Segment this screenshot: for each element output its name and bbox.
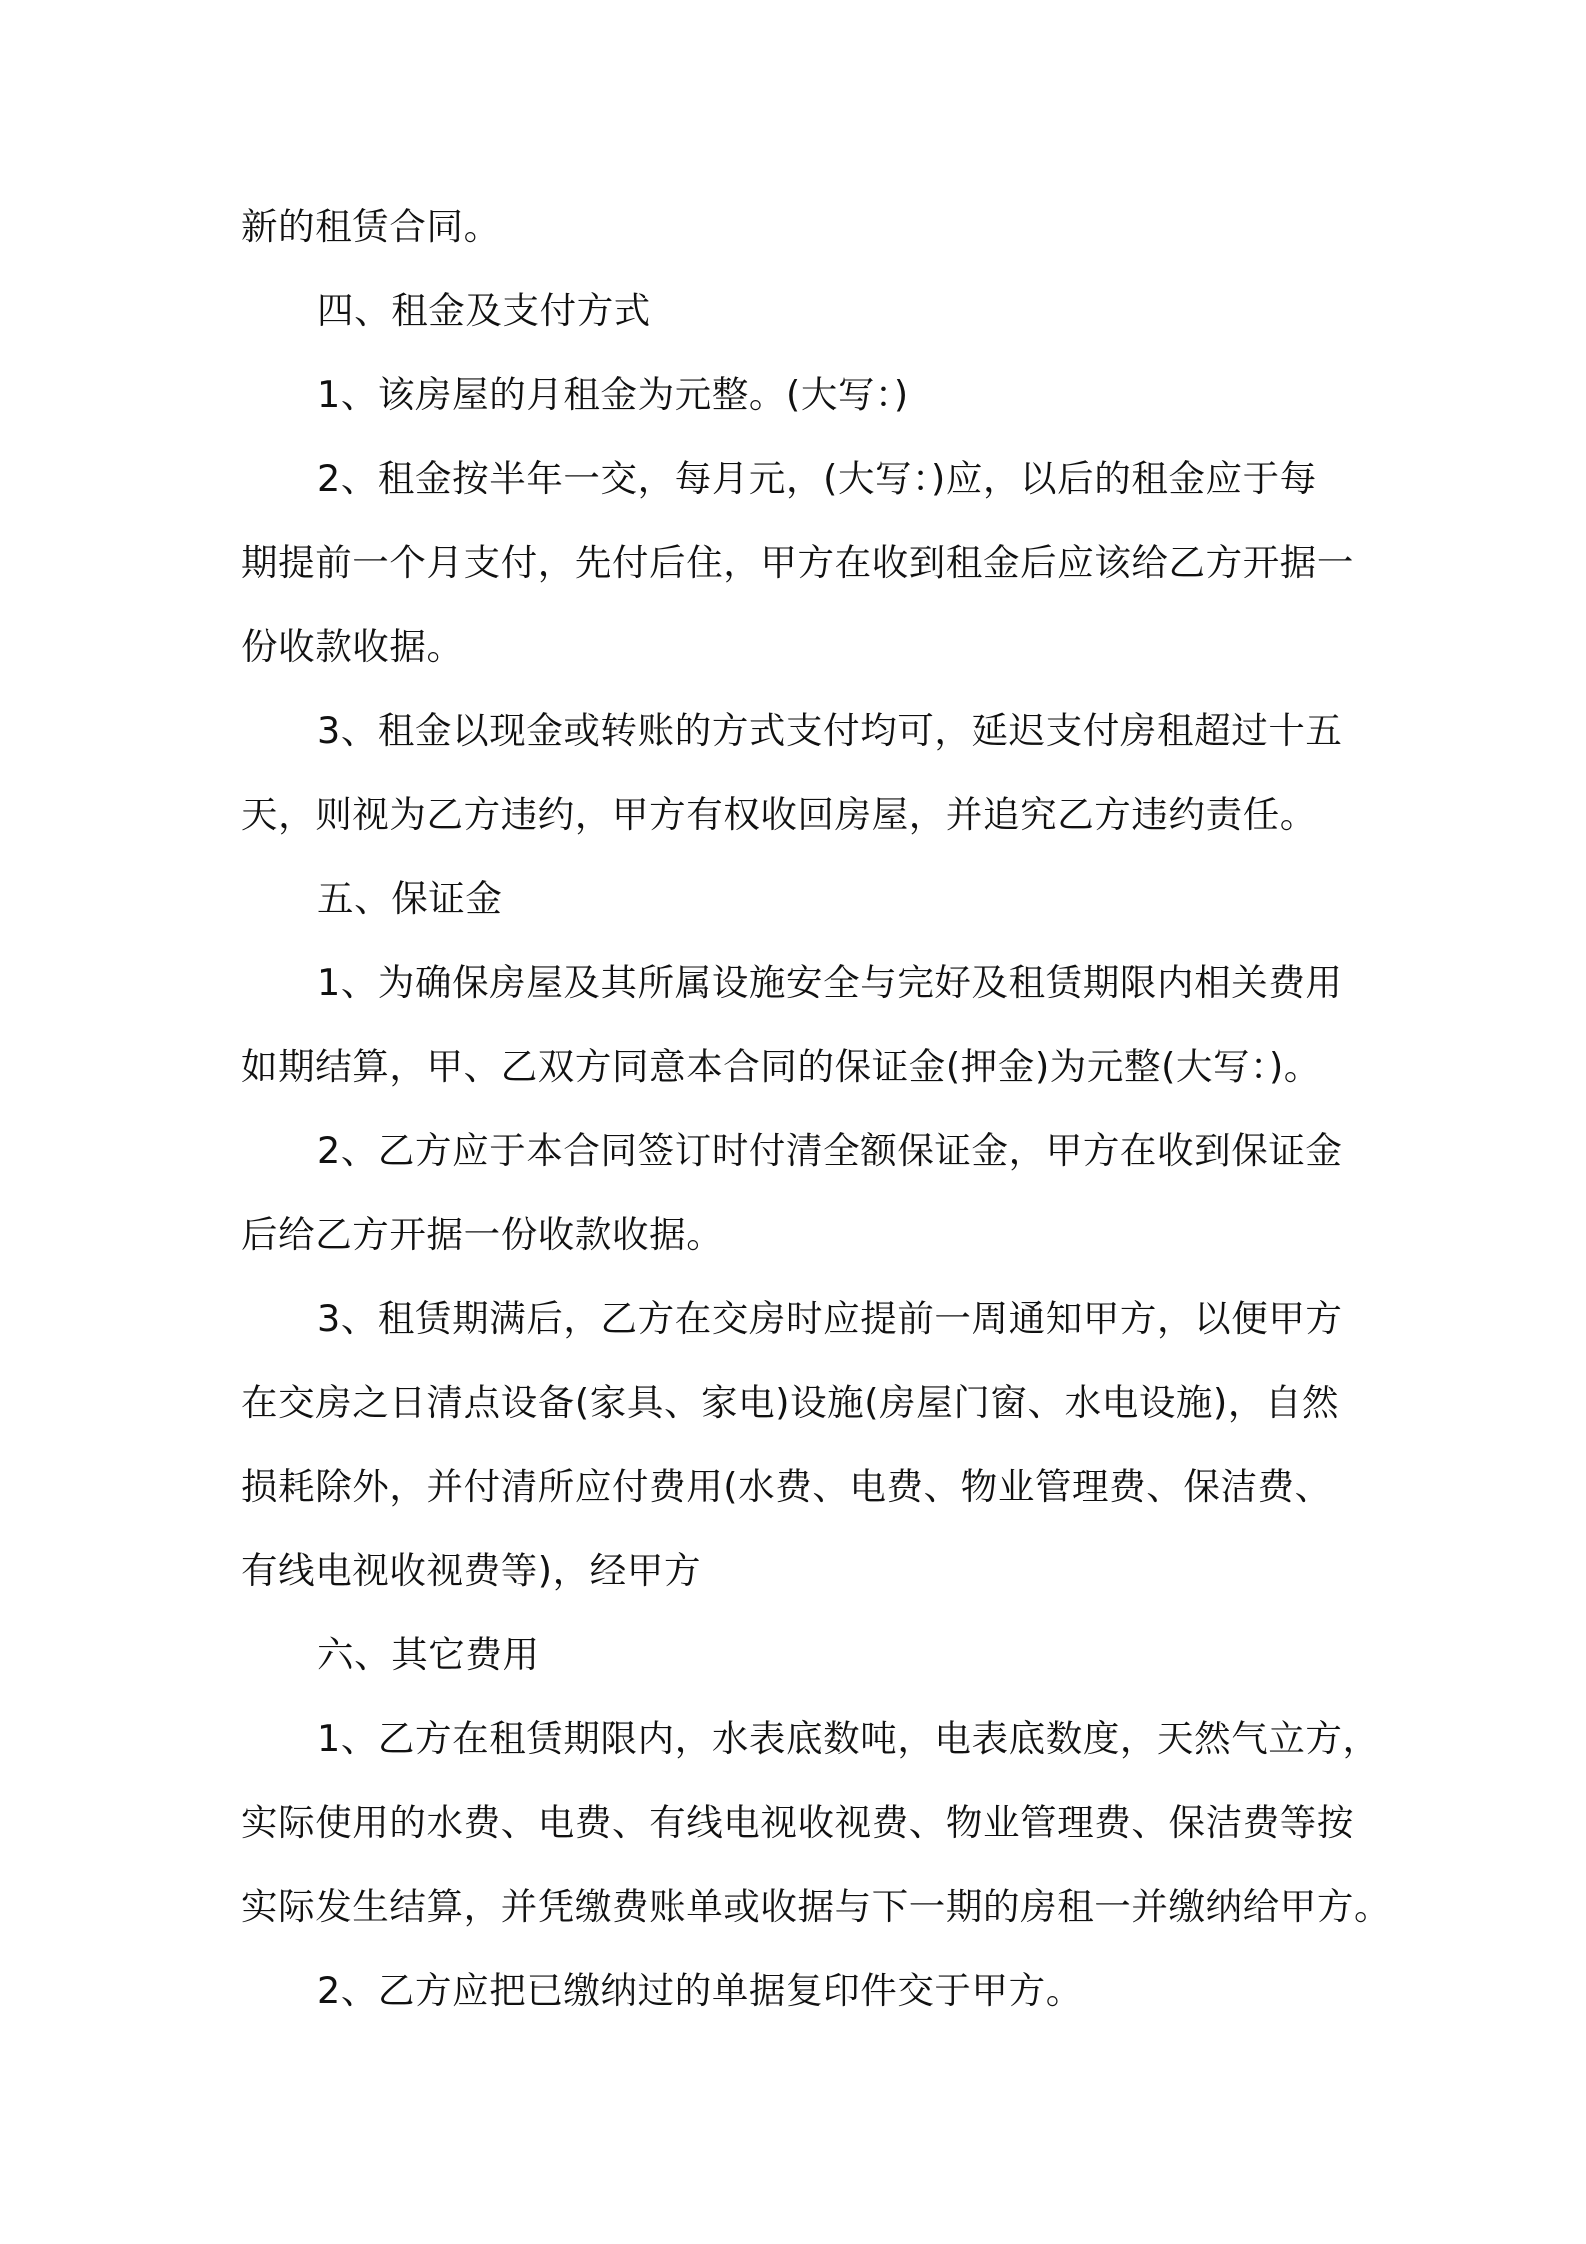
text-line: 1、乙方在租赁期限内，水表底数吨，电表底数度，天然气立方，: [317, 1717, 1380, 1760]
text-line: 新的租赁合同。: [241, 205, 501, 248]
text-line: 2、乙方应于本合同签订时付清全额保证金，甲方在收到保证金: [317, 1129, 1343, 1172]
text-line: 3、租赁期满后，乙方在交房时应提前一周通知甲方，以便甲方: [317, 1297, 1343, 1340]
text-line: 天，则视为乙方违约，甲方有权收回房屋，并追究乙方违约责任。: [241, 793, 1317, 836]
text-line: 期提前一个月支付，先付后住，甲方在收到租金后应该给乙方开据一: [241, 541, 1354, 584]
text-line: 份收款收据。: [241, 625, 464, 668]
section-heading-deposit: 五、保证金: [317, 877, 503, 920]
text-line: 1、为确保房屋及其所属设施安全与完好及租赁期限内相关费用: [317, 961, 1343, 1004]
text-line: 2、租金按半年一交，每月元，(大写：)应，以后的租金应于每: [317, 457, 1317, 500]
text-line: 2、乙方应把已缴纳过的单据复印件交于甲方。: [317, 1969, 1083, 2012]
section-heading-other-fees: 六、其它费用: [317, 1633, 540, 1676]
section-heading-rent-payment: 四、租金及支付方式: [317, 289, 651, 332]
text-line: 如期结算，甲、乙双方同意本合同的保证金(押金)为元整(大写：)。: [241, 1045, 1321, 1088]
text-line: 3、租金以现金或转账的方式支付均可，延迟支付房租超过十五: [317, 709, 1343, 752]
text-line: 损耗除外，并付清所应付费用(水费、电费、物业管理费、保洁费、: [241, 1465, 1332, 1508]
text-line: 后给乙方开据一份收款收据。: [241, 1213, 724, 1256]
text-line: 有线电视收视费等)，经甲方: [241, 1549, 702, 1592]
text-line: 实际使用的水费、电费、有线电视收视费、物业管理费、保洁费等按: [241, 1801, 1354, 1844]
text-line: 1、该房屋的月租金为元整。(大写：): [317, 373, 909, 416]
text-line: 实际发生结算，并凭缴费账单或收据与下一期的房租一并缴纳给甲方。: [241, 1885, 1392, 1928]
text-line: 在交房之日清点设备(家具、家电)设施(房屋门窗、水电设施)，自然: [241, 1381, 1340, 1424]
